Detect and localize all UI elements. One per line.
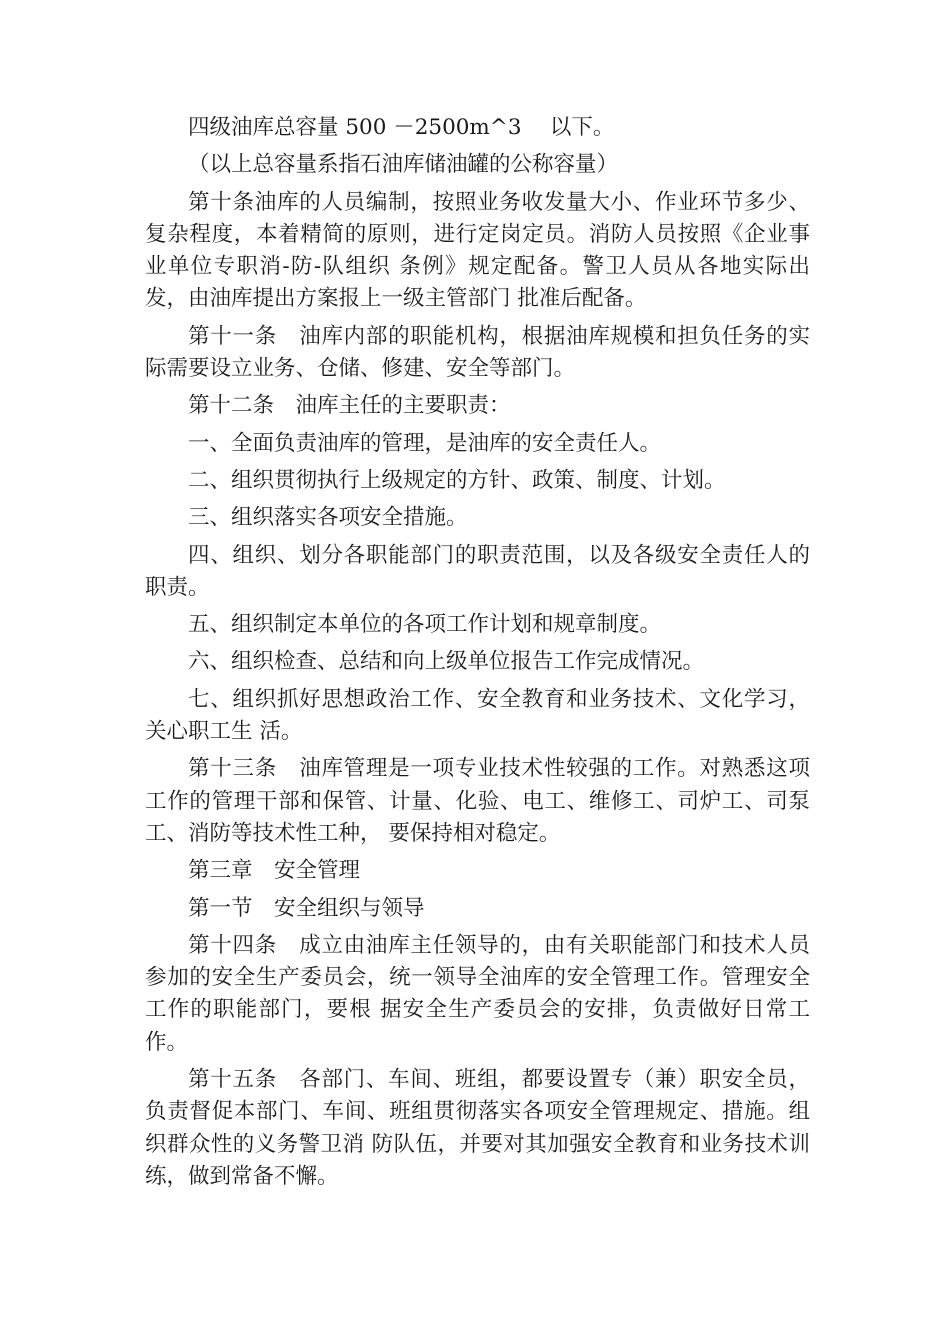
paragraph-article-11: 第十一条 油库内部的职能机构，根据油库规模和担负任务的实际需要设立业务、仓储、修建、安全等部门。 (145, 323, 810, 382)
section-heading: 第一节 安全组织与领导 (188, 895, 425, 921)
paragraph-capacity-level-4: 四级油库总容量 500 －2500m^3 以下。 (188, 115, 615, 140)
list-item-duty-5: 五、组织制定本单位的各项工作计划和规章制度。 (188, 612, 662, 638)
paragraph-article-12: 第十二条 油库主任的主要职责： (188, 393, 511, 419)
paragraph-capacity-note: （以上总容量系指石油库储油罐的公称容量） (188, 152, 619, 178)
document-body (145, 112, 810, 1193)
paragraph-article-14: 第十四条 成立由油库主任领导的，由有关职能部门和技术人员参加的安全生产委员会，统一领导全油库的安全管理工作。管理安全工作的职能部门，要根 据安全生产委员会的安排，负责做好日常工作。 (145, 932, 810, 1055)
paragraph-article-13: 第十三条 油库管理是一项专业技术性较强的工作。对熟悉这项工作的管理干部和保管、计量、化验、电工、维修工、司炉工、司泵工、消防等技术性工种， 要保持相对稳定。 (145, 756, 810, 846)
list-item-duty-2: 二、组织贯彻执行上级规定的方针、政策、制度、计划。 (188, 467, 726, 493)
list-item-duty-4: 四、组织、划分各职能部门的职责范围，以及各级安全责任人的职责。 (145, 542, 810, 600)
paragraph-article-15: 第十五条 各部门、车间、班组，都要设置专（兼）职安全员，负责督促本部门、车间、班组贯彻落实各项安全管理规定、措施。组织群众性的义务警卫消 防队伍，并要对其加强安全教育和业务技术训练，做到常备不懈。 (145, 1067, 810, 1189)
list-item-duty-6: 六、组织检查、总结和向上级单位报告工作完成情况。 (188, 649, 705, 675)
list-item-duty-7: 七、组织抓好思想政治工作、安全教育和业务技术、文化学习，关心职工生 活。 (145, 686, 810, 745)
paragraph-article-10: 第十条油库的人员编制，按照业务收发量大小、作业环节多少、复杂程度，本着精简的原则，进行定岗定员。消防人员按照《企业事业单位专职消-防-队组织 条例》规定配备。警卫人员从各地实际出发，由油库提出方案报上一级主管部门 批准后配备。 (145, 189, 810, 312)
list-item-duty-1: 一、全面负责油库的管理，是油库的安全责任人。 (188, 430, 662, 456)
list-item-duty-3: 三、组织落实各项安全措施。 (188, 505, 468, 531)
chapter-heading: 第三章 安全管理 (188, 858, 361, 884)
